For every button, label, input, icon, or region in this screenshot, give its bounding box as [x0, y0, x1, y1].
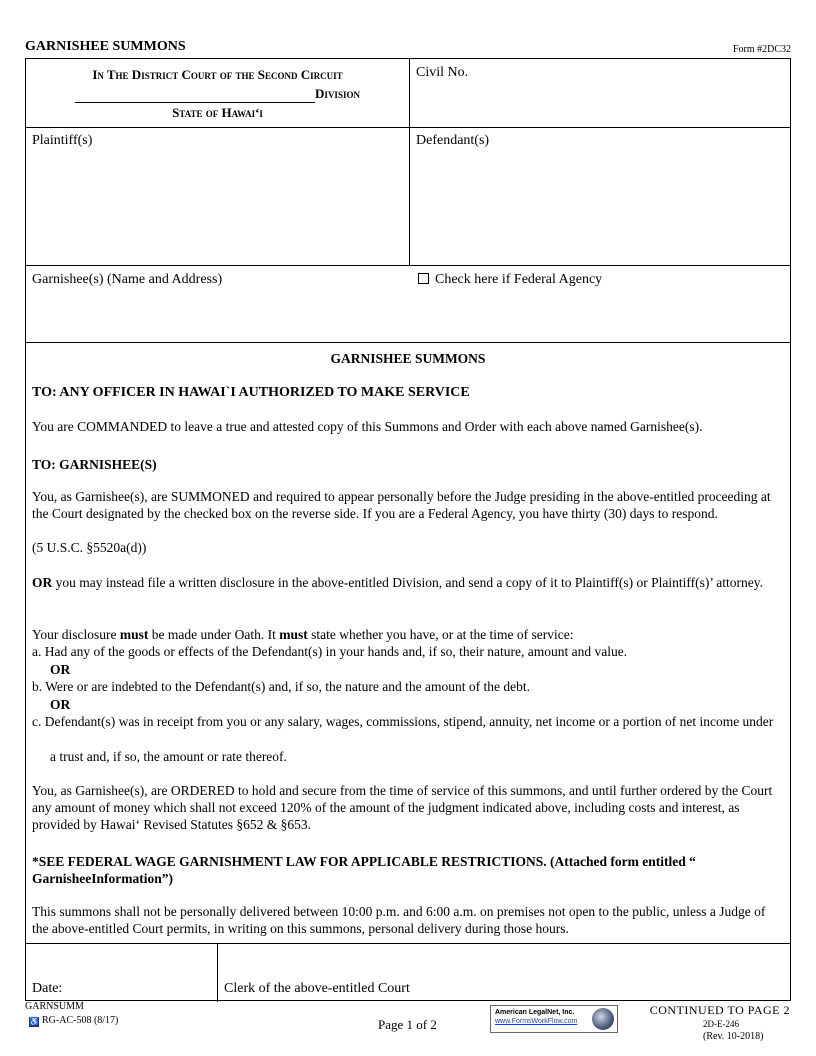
page-number: Page 1 of 2	[378, 1017, 437, 1032]
divider	[409, 59, 410, 265]
clerk-signature-field[interactable]: Clerk of the above-entitled Court	[224, 981, 410, 996]
federal-agency-label: Check here if Federal Agency	[435, 272, 603, 287]
rg-code	[29, 1015, 118, 1027]
division-blank[interactable]	[75, 90, 315, 103]
summons-heading: GARNISHEE SUMMONS	[330, 351, 486, 366]
form-code: GARNSUMM	[25, 1001, 84, 1012]
garnishee-field[interactable]: Garnishee(s) (Name and Address)	[32, 272, 223, 287]
divider	[26, 265, 790, 266]
form-code-2: 2D-E-246	[703, 1019, 739, 1029]
or-separator: OR	[50, 697, 71, 712]
usc-citation: (5 U.S.C. §5520a(d))	[32, 540, 147, 555]
logo-url[interactable]: www.FormsWorkFlow.com	[495, 1018, 578, 1025]
summoned-paragraph: You, as Garnishee(s), are SUMMONED and required to appear personally before the Judge presiding in the above-entitled proceeding at the Court designated by the checked box on the reverse side. If you are a Federal Agency, you have thirty (30) days to respond.	[32, 489, 771, 521]
revision-date: (Rev. 10-2018)	[703, 1031, 764, 1042]
state-name: State of Hawai‘i	[172, 105, 263, 120]
item-c-continued: a trust and, if so, the amount or rate thereof.	[50, 749, 287, 764]
division-label: Division	[315, 86, 360, 101]
accessibility-icon: ♿	[29, 1017, 39, 1026]
to-garnishee-heading: TO: GARNISHEE(S)	[32, 457, 157, 472]
oath-text-1: Your disclosure	[32, 627, 120, 642]
divider	[217, 943, 218, 1002]
disclosure-paragraph	[32, 574, 784, 591]
divider	[26, 127, 790, 128]
plaintiff-field[interactable]: Plaintiff(s)	[32, 133, 93, 148]
defendant-field[interactable]: Defendant(s)	[416, 133, 490, 148]
federal-law-notice: *SEE FEDERAL WAGE GARNISHMENT LAW FOR APPLICABLE RESTRICTIONS. (Attached form entitled “ GarnisheeInformation”)	[32, 854, 696, 886]
must-emphasis: must	[279, 627, 308, 642]
ordered-paragraph: You, as Garnishee(s), are ORDERED to hold and secure from the time of service of this summons, and until further ordered by the Court any amount of money which shall not exceed 120% of the amount of the judgment indicated above, including costs and interest, as provided by Hawai‘ Revised Statutes §652 & §653.	[32, 783, 773, 832]
disclosure-text: you may instead file a written disclosure in the above-entitled Division, and send a copy of it to Plaintiff(s) or Plaintiff(s)’ attorney.	[52, 575, 763, 590]
oath-text-3: state whether you have, or at the time of service:	[307, 627, 574, 642]
federal-agency-option[interactable]	[418, 272, 602, 288]
rg-code-text: RG-AC-508 (8/17)	[42, 1015, 119, 1026]
divider	[26, 342, 790, 343]
item-c: c. Defendant(s) was in receipt from you or any salary, wages, commissions, stipend, annuity, net income or a portion of net income under	[32, 714, 774, 729]
continued-note: CONTINUED TO PAGE 2	[649, 1003, 790, 1017]
federal-agency-checkbox[interactable]	[418, 273, 429, 284]
oath-paragraph	[32, 626, 784, 643]
form-frame	[25, 58, 791, 1001]
oath-text-2: be made under Oath. It	[148, 627, 280, 642]
court-caption	[26, 65, 409, 122]
or-emphasis: OR	[32, 575, 53, 590]
form-title: GARNISHEE SUMMONS	[25, 39, 186, 54]
court-name: In The District Court of the Second Circuit	[92, 67, 343, 82]
vendor-logo[interactable]	[490, 1005, 618, 1033]
to-officer-heading: TO: ANY OFFICER IN HAWAI`I AUTHORIZED TO MAKE SERVICE	[32, 385, 470, 400]
or-separator: OR	[50, 662, 71, 677]
delivery-paragraph: This summons shall not be personally delivered between 10:00 p.m. and 6:00 a.m. on premises not open to the public, unless a Judge of the above-entitled Court permits, in writing on this summons, personal delivery during those hours.	[32, 904, 766, 936]
item-b: b. Were or are indebted to the Defendant(s) and, if so, the nature and the amount of the debt.	[32, 679, 530, 694]
date-field[interactable]: Date:	[32, 981, 63, 996]
commanded-paragraph: You are COMMANDED to leave a true and attested copy of this Summons and Order with each above named Garnishee(s).	[32, 419, 703, 434]
globe-icon	[592, 1008, 614, 1030]
must-emphasis: must	[119, 627, 149, 642]
item-a: a. Had any of the goods or effects of the Defendant(s) in your hands and, if so, their nature, amount and value.	[32, 644, 628, 659]
logo-company: American LegalNet, Inc.	[495, 1009, 575, 1016]
divider	[26, 943, 790, 944]
form-number: Form #2DC32	[732, 44, 791, 55]
civil-no-field[interactable]: Civil No.	[416, 65, 469, 80]
